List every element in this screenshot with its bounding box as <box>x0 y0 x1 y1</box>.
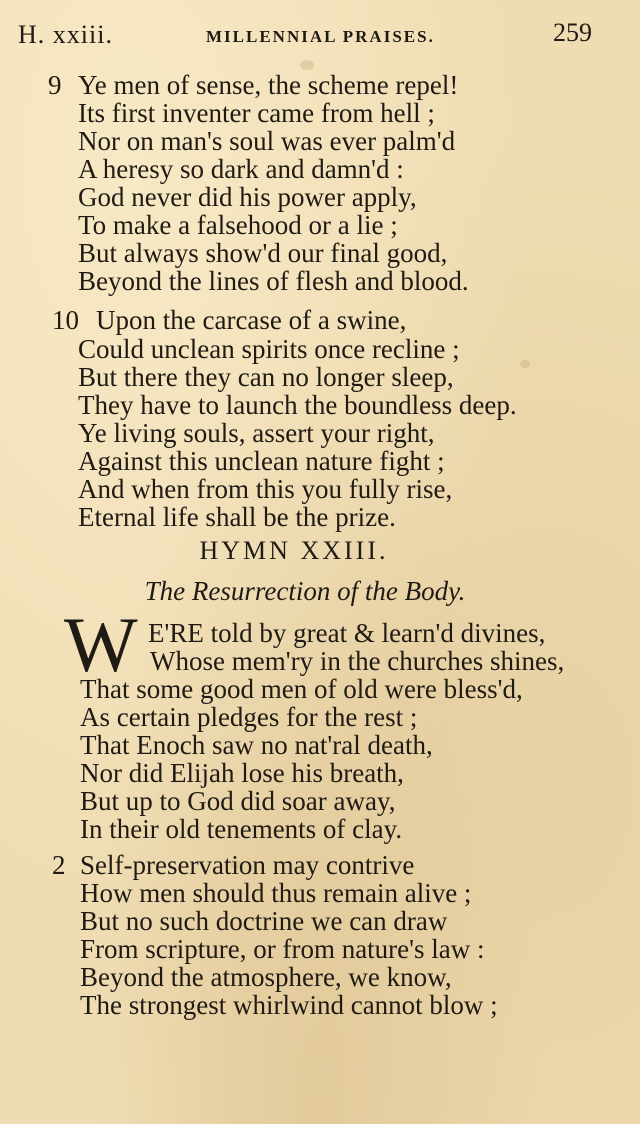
hymn-reference: H. xxiii. <box>18 20 113 49</box>
verse-line: Against this unclean nature fight ; <box>78 446 445 476</box>
running-header <box>18 20 592 50</box>
running-title: MILLENNIAL PRAISES. <box>206 27 435 46</box>
verse-line: That some good men of old were bless'd, <box>80 674 523 704</box>
verse-line: But there they can no longer sleep, <box>78 362 454 392</box>
verse-line: Could unclean spirits once recline ; <box>78 334 460 364</box>
hymn-title: HYMN XXIII. <box>199 536 389 565</box>
verse-line: Self-preservation may contrive <box>80 850 415 880</box>
verse-line: How men should thus remain alive ; <box>80 878 472 908</box>
verse-line: That Enoch saw no nat'ral death, <box>80 730 433 760</box>
verse-line: But up to God did soar away, <box>80 786 396 816</box>
verse-line: Eternal life shall be the prize. <box>78 502 396 532</box>
verse-line: God never did his power apply, <box>78 182 417 212</box>
paper-stain <box>300 60 314 70</box>
verse-line: They have to launch the boundless deep. <box>78 390 517 420</box>
verse-line: Beyond the lines of flesh and blood. <box>78 266 469 296</box>
verse-line: But always show'd our final good, <box>78 238 448 268</box>
verse-line: And when from this you fully rise, <box>78 474 453 504</box>
paper-stain <box>520 360 530 368</box>
verse-line: Ye living souls, assert your right, <box>78 418 435 448</box>
verse-line: Its first inventer came from hell ; <box>78 98 435 128</box>
hymn-subtitle: The Resurrection of the Body. <box>144 576 466 606</box>
verse-line: E'RE told by great & learn'd divines, <box>148 618 546 648</box>
verse-line: To make a falsehood or a lie ; <box>78 210 398 240</box>
verse-line: Upon the carcase of a swine, <box>96 305 407 335</box>
verse-line: From scripture, or from nature's law : <box>80 934 485 964</box>
verse-line: Beyond the atmosphere, we know, <box>80 962 452 992</box>
verse-line: Nor on man's soul was ever palm'd <box>78 126 456 156</box>
verse-line: Ye men of sense, the scheme repel! <box>78 70 459 100</box>
verse-line: A heresy so dark and damn'd : <box>78 154 404 184</box>
verse-line: But no such doctrine we can draw <box>80 906 448 936</box>
drop-cap: W <box>64 601 134 688</box>
page-number: 259 <box>553 18 592 47</box>
stanza-number: 9 <box>48 70 62 100</box>
verse-line: In their old tenements of clay. <box>80 814 403 844</box>
stanza-number: 2 <box>52 850 66 880</box>
verse-line: Nor did Elijah lose his breath, <box>80 758 404 788</box>
stanza-number: 10 <box>52 305 79 335</box>
verse-line: The strongest whirlwind cannot blow ; <box>80 990 498 1020</box>
verse-line: Whose mem'ry in the churches shines, <box>150 646 565 676</box>
verse-line: As certain pledges for the rest ; <box>80 702 418 732</box>
